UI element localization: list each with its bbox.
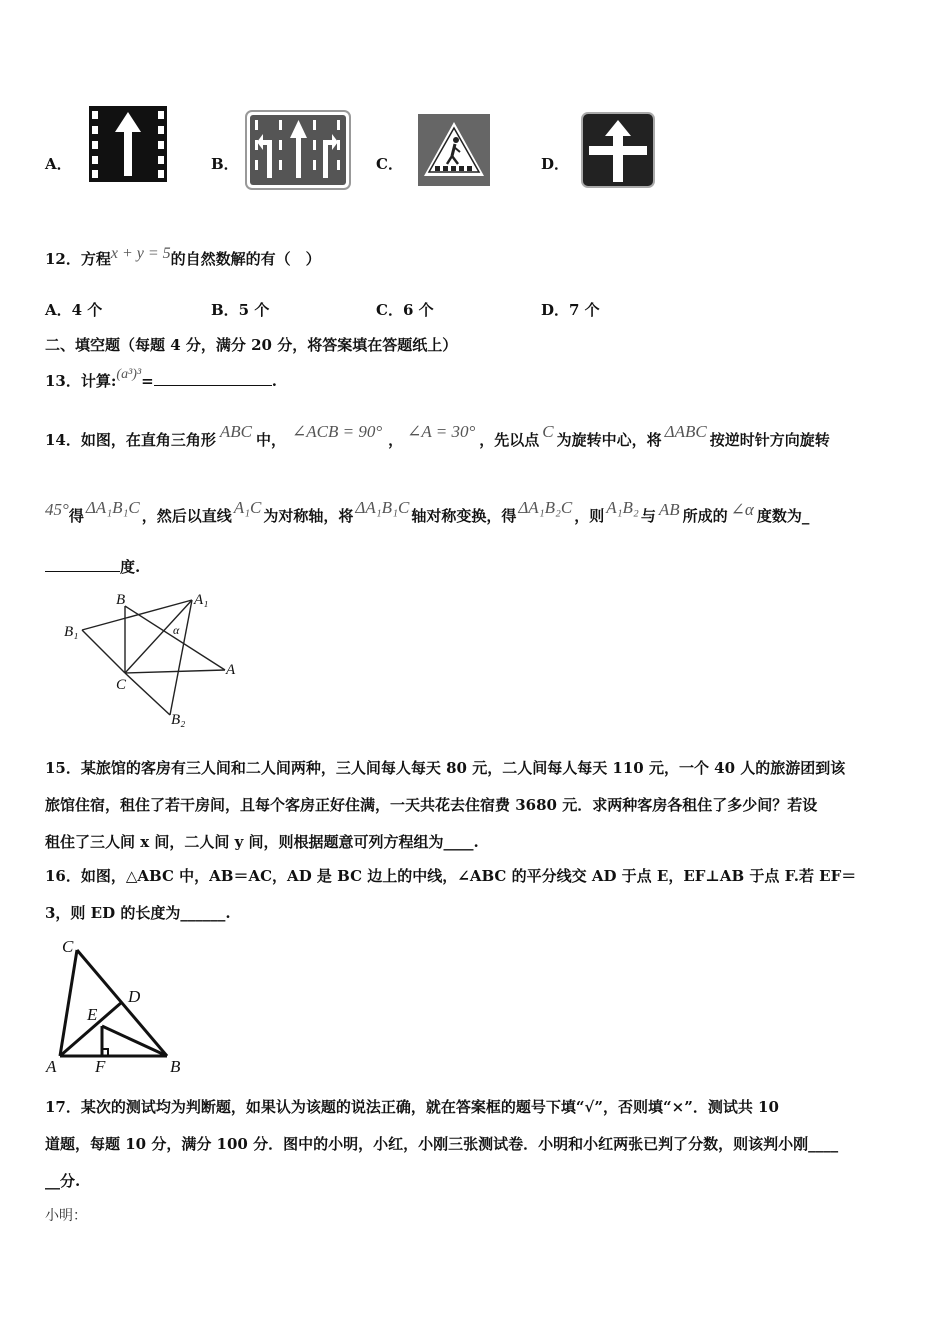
- option-b-label: B．: [211, 155, 239, 173]
- q14-text-13: 所成的: [682, 507, 728, 525]
- question-14-line-1: [45, 422, 830, 450]
- question-12-number: 12．方程: [45, 250, 111, 268]
- question-12-choice-d: D．7 个: [541, 301, 600, 319]
- section-2-title: 二、填空题（每题 4 分，满分 20 分，将答案填在答题纸上）: [45, 336, 458, 354]
- question-16-figure: [42, 936, 192, 1080]
- question-14-line-2: [45, 498, 810, 526]
- question-12-equation: x + y = 5: [110, 245, 171, 262]
- q14-math-a1b2: A₁B₂: [606, 498, 639, 517]
- q14-math-angle-acb: ∠ACB = 90°: [292, 422, 383, 441]
- q14-text-10: 轴对称变换，得: [411, 507, 517, 525]
- question-12-text: 的自然数解的有（ ）: [170, 250, 321, 268]
- question-15-line-3: 租住了三人间 x 间，二人间 y 间，则根据题意可列方程组为____.: [45, 833, 479, 851]
- q14-math-c: C: [542, 422, 554, 441]
- fig14-label-alpha: α: [173, 623, 180, 637]
- question-13-equals: =: [141, 372, 154, 390]
- q14-math-abc: ABC: [219, 422, 252, 441]
- fig14-label-b: B: [116, 592, 126, 608]
- option-c-label: C．: [376, 155, 403, 173]
- question-14-answer-blank: [45, 557, 120, 572]
- q14-math-triangle-a1b1c-2: ΔA₁B₁C: [355, 498, 410, 517]
- fig16-label-c: C: [62, 937, 74, 956]
- straight-arrow-lane-sign-icon: [89, 106, 167, 186]
- q14-math-45: 45°: [45, 500, 69, 519]
- question-14-line-3: [45, 556, 140, 577]
- question-13-expression: (a³)³: [116, 367, 142, 382]
- question-13-end: .: [271, 372, 277, 390]
- q14-math-ab: AB: [658, 500, 680, 519]
- question-13-answer-blank: [154, 371, 272, 386]
- q14-math-triangle-a1b2c: ΔA₁B₂C: [518, 498, 573, 517]
- fig16-label-d: D: [128, 987, 141, 1006]
- fig16-label-f: F: [95, 1057, 106, 1076]
- fig16-label-a: A: [46, 1057, 57, 1076]
- q14-text-11: ，则: [574, 507, 605, 525]
- question-12-choice-b: B．5 个: [211, 301, 270, 319]
- question-16-line-1: 16．如图，△ABC 中，AB＝AC，AD 是 BC 边上的中线，∠ABC 的平分线交 AD 于点 E，EF⊥AB 于点 F.若 EF＝: [45, 867, 857, 885]
- q14-text-3: ，: [388, 431, 404, 449]
- q14-text-9: 为对称轴，将: [263, 507, 354, 525]
- q14-text-12: 与: [640, 507, 656, 525]
- q14-text-14: 度数为_: [756, 507, 810, 525]
- q14-text-8: ，然后以直线: [141, 507, 232, 525]
- fig16-label-b: B: [170, 1057, 181, 1076]
- option-d-label: D．: [541, 155, 570, 173]
- question-13: [45, 367, 277, 391]
- question-13-number: 13．计算:: [45, 372, 117, 390]
- q14-text-4: ，先以点: [479, 431, 540, 449]
- question-17-line-1: 17．某次的测试均为判断题，如果认为该题的说法正确，就在答案框的题号下填“√”，否则填“×”．测试共 10: [45, 1098, 779, 1116]
- question-17-line-3: __分.: [45, 1172, 81, 1190]
- q14-text-end: 度.: [120, 558, 141, 576]
- question-12-choice-a: A．4 个: [45, 301, 103, 319]
- question-17-line-2: 道题，每题 10 分，满分 100 分．图中的小明，小红，小刚三张测试卷．小明和小红两张已判了分数，则该判小刚____: [45, 1135, 839, 1153]
- question-15-line-2: 旅馆住宿，租住了若干房间，且每个客房正好住满，一天共花去住宿费 3680 元．求两种客房各租住了多少间？若设: [45, 796, 818, 814]
- q14-text-2: 中，: [256, 431, 287, 449]
- q14-math-angle-alpha: ∠α: [730, 500, 754, 519]
- question-14-figure: [60, 588, 250, 732]
- option-a-label: A．: [45, 155, 72, 173]
- q14-math-triangle-abc: ΔABC: [664, 422, 707, 441]
- fig14-label-a: A: [226, 662, 236, 678]
- fig14-label-c: C: [116, 677, 127, 693]
- fig14-label-a1: A₁: [194, 592, 209, 608]
- pedestrian-crossing-sign-icon: [418, 114, 490, 190]
- xiaoming-label: 小明：: [45, 1208, 87, 1224]
- question-12: [45, 245, 321, 269]
- q14-math-a1c: A₁C: [233, 498, 262, 517]
- three-lane-direction-sign-icon: [245, 110, 351, 194]
- question-16-line-2: 3，则 ED 的长度为______.: [45, 904, 231, 922]
- fig14-label-b1: B₁: [64, 624, 79, 640]
- q14-math-triangle-a1b1c: ΔA₁B₁C: [85, 498, 140, 517]
- question-12-choice-c: C．6 个: [376, 301, 434, 319]
- q14-text-5: 为旋转中心，将: [556, 431, 662, 449]
- q14-math-angle-a: ∠A = 30°: [407, 422, 476, 441]
- intersection-sign-icon: [581, 112, 655, 192]
- question-15-line-1: 15．某旅馆的客房有三人间和二人间两种，三人间每人每天 80 元，二人间每人每天 110 元，一个 40 人的旅游团到该: [45, 759, 846, 777]
- q14-text-6: 按逆时针方向旋转: [709, 431, 830, 449]
- fig16-label-e: E: [87, 1005, 98, 1024]
- fig14-label-b2: B₂: [171, 712, 186, 728]
- q14-text-7: 得: [68, 507, 84, 525]
- q14-text-1: 14．如图，在直角三角形: [45, 431, 216, 449]
